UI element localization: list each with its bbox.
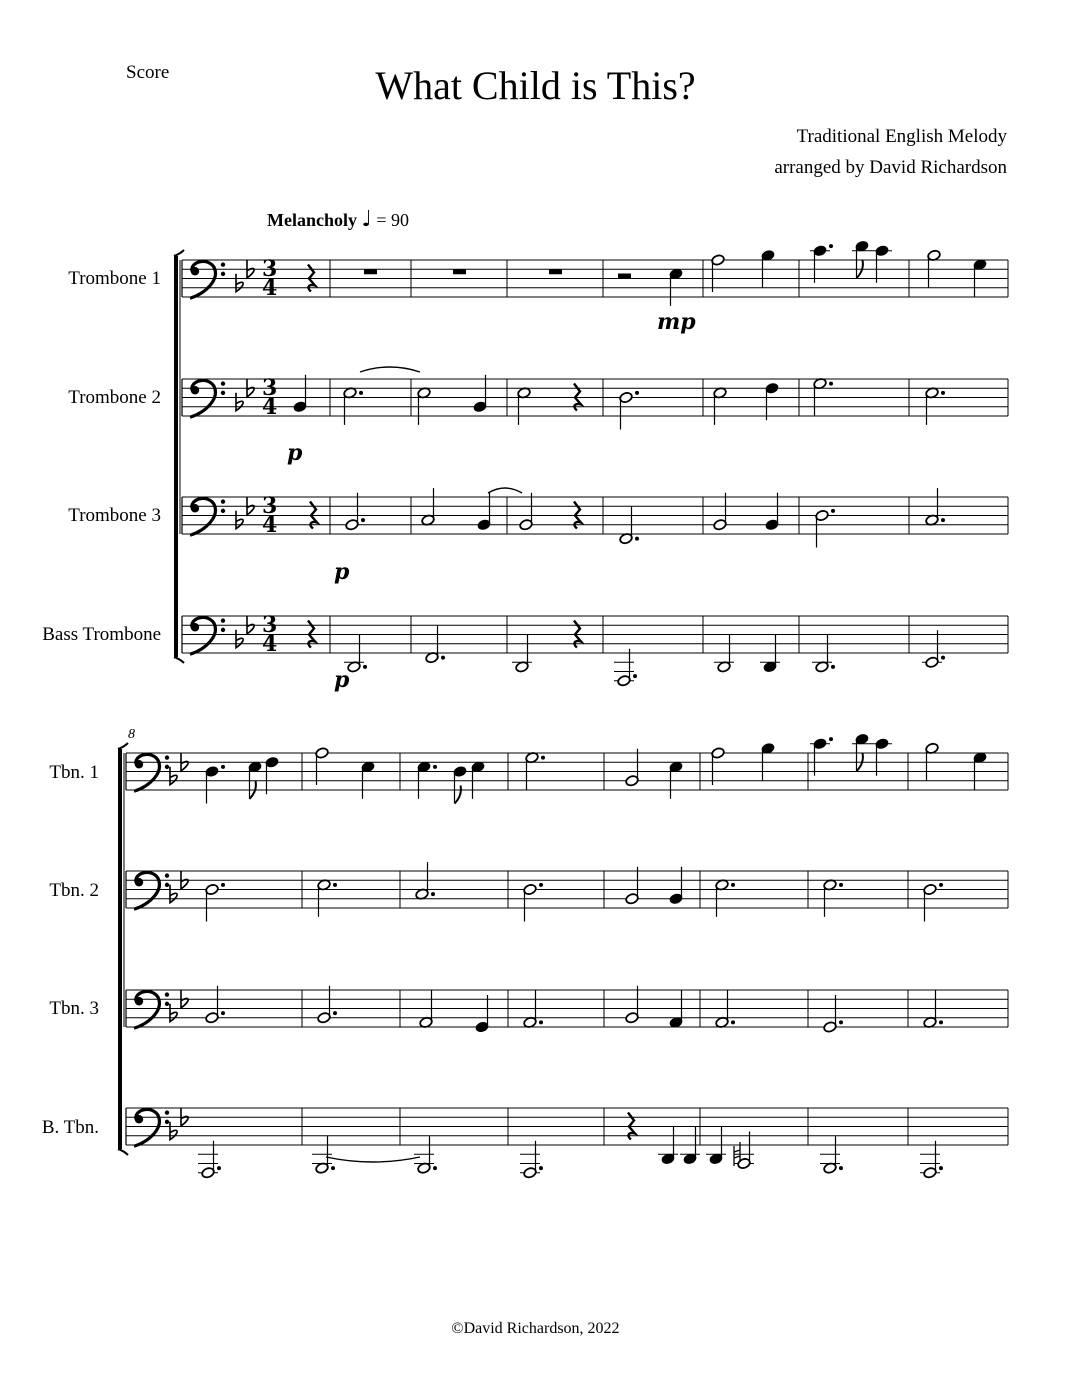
augmentation-dot	[939, 883, 943, 887]
flat-icon	[170, 1004, 177, 1022]
augmentation-dot	[829, 737, 833, 741]
dynamic-p-tbn2: p	[287, 440, 303, 466]
flat-icon	[170, 885, 177, 903]
bass-clef-dot	[191, 267, 199, 275]
staff-label-tbn-2: Tbn. 2	[49, 880, 99, 901]
whole-rest-icon	[549, 269, 562, 274]
augmentation-dot	[635, 537, 639, 541]
staff-label-tbn-1: Tbn. 1	[49, 762, 99, 783]
staff-label-bass-trombone: Bass Trombone	[42, 624, 161, 645]
augmentation-dot	[829, 382, 833, 386]
bass-clef-dot	[221, 509, 225, 513]
dynamic-p-tbn3: p	[334, 559, 350, 585]
augmentation-dot	[633, 674, 637, 678]
bass-clef-icon	[134, 872, 159, 909]
bass-clef-dot	[221, 628, 225, 632]
augmentation-dot	[731, 883, 735, 887]
augmentation-dot	[359, 391, 363, 395]
augmentation-dot	[941, 656, 945, 660]
bass-clef-dot	[191, 623, 199, 631]
tie	[360, 367, 420, 372]
augmentation-dot	[431, 892, 435, 896]
augmentation-dot	[939, 1166, 943, 1170]
augmentation-dot	[839, 1020, 843, 1024]
half-rest-icon	[618, 274, 631, 279]
quarter-note-icon: ♩	[361, 207, 372, 232]
staff-label-trombone-2: Trombone 2	[68, 387, 161, 408]
staff-label-trombone-3: Trombone 3	[68, 505, 161, 526]
flat-icon	[170, 1122, 177, 1140]
bracket-hook	[118, 743, 128, 749]
score-label: Score	[126, 62, 170, 83]
augmentation-dot	[433, 1166, 437, 1170]
staff-label-trombone-1: Trombone 1	[68, 268, 161, 289]
composer-credit: Traditional English Melody	[796, 126, 1007, 147]
augmentation-dot	[331, 1166, 335, 1170]
augmentation-dot	[635, 391, 639, 395]
bass-clef-icon	[134, 1109, 159, 1146]
augmentation-dot	[221, 765, 225, 769]
bass-clef-dot	[135, 760, 143, 768]
time-signature-top: 3	[262, 493, 278, 519]
augmentation-dot	[539, 883, 543, 887]
bass-clef-dot	[165, 1002, 169, 1006]
bass-clef-icon	[190, 498, 215, 535]
augmentation-dot	[941, 518, 945, 522]
augmentation-dot	[839, 1166, 843, 1170]
staff-label-b-tbn: B. Tbn.	[41, 1117, 99, 1138]
eighth-flag	[455, 786, 461, 804]
time-signature-bottom: 4	[262, 512, 278, 538]
augmentation-dot	[221, 883, 225, 887]
tempo-word: Melancholy	[267, 210, 357, 230]
staff-label-tbn-3: Tbn. 3	[49, 998, 99, 1019]
augmentation-dot	[831, 665, 835, 669]
bass-clef-dot	[165, 883, 169, 887]
bass-clef-icon	[190, 617, 215, 654]
bass-clef-dot	[191, 386, 199, 394]
augmentation-dot	[939, 1020, 943, 1024]
bass-clef-dot	[165, 765, 169, 769]
augmentation-dot	[831, 509, 835, 513]
bass-clef-dot	[221, 618, 225, 622]
bass-clef-icon	[190, 380, 215, 417]
bass-clef-dot	[221, 499, 225, 503]
time-signature-bottom: 4	[262, 631, 278, 657]
augmentation-dot	[433, 765, 437, 769]
bracket-hook	[174, 657, 184, 663]
bass-clef-icon	[134, 754, 159, 791]
tie	[326, 1157, 420, 1162]
flat-icon	[236, 511, 243, 529]
bass-clef-icon	[134, 991, 159, 1028]
measure-number: 8	[128, 727, 135, 742]
time-signature-top: 3	[262, 612, 278, 638]
augmentation-dot	[363, 665, 367, 669]
bass-clef-dot	[165, 1110, 169, 1114]
time-signature-bottom: 4	[262, 394, 278, 420]
bass-clef-dot	[221, 272, 225, 276]
time-signature-top: 3	[262, 256, 278, 282]
bass-clef-dot	[135, 1115, 143, 1123]
bass-clef-dot	[135, 878, 143, 886]
bracket-hook	[174, 250, 184, 256]
flat-icon	[236, 630, 243, 648]
bass-clef-dot	[165, 755, 169, 759]
piece-title: What Child is This?	[375, 63, 696, 108]
bass-clef-dot	[221, 391, 225, 395]
bass-clef-icon	[190, 261, 215, 298]
copyright-footer: ©David Richardson, 2022	[451, 1320, 620, 1337]
bass-clef-dot	[221, 262, 225, 266]
bass-clef-dot	[191, 504, 199, 512]
tie	[488, 488, 522, 493]
staff-lines	[126, 260, 1008, 1146]
bass-clef-dot	[165, 992, 169, 996]
augmentation-dot	[217, 1166, 221, 1170]
flat-icon	[236, 274, 243, 292]
arranger-credit: arranged by David Richardson	[774, 157, 1007, 178]
augmentation-dot	[221, 1011, 225, 1015]
augmentation-dot	[541, 756, 545, 760]
dynamic-mp-tbn1: mp	[657, 309, 696, 335]
whole-rest-icon	[453, 269, 466, 274]
bass-clef-dot	[221, 381, 225, 385]
flat-icon	[236, 393, 243, 411]
bracket-hook	[118, 1149, 128, 1155]
augmentation-dot	[441, 656, 445, 660]
augmentation-dot	[539, 1166, 543, 1170]
tempo-bpm: = 90	[376, 210, 410, 230]
bass-clef-dot	[165, 1120, 169, 1124]
bass-clef-dot	[135, 997, 143, 1005]
music-text	[128, 256, 696, 742]
augmentation-dot	[941, 391, 945, 395]
augmentation-dot	[731, 1020, 735, 1024]
augmentation-dot	[829, 244, 833, 248]
augmentation-dot	[333, 1011, 337, 1015]
notes	[198, 240, 987, 1179]
dynamic-p-btbn: p	[334, 667, 350, 693]
time-signature-top: 3	[262, 375, 278, 401]
augmentation-dot	[361, 518, 365, 522]
augmentation-dot	[539, 1020, 543, 1024]
time-signature-bottom: 4	[262, 275, 278, 301]
whole-rest-icon	[364, 269, 377, 274]
flat-icon	[170, 767, 177, 785]
augmentation-dot	[333, 883, 337, 887]
augmentation-dot	[839, 883, 843, 887]
bass-clef-dot	[165, 873, 169, 877]
